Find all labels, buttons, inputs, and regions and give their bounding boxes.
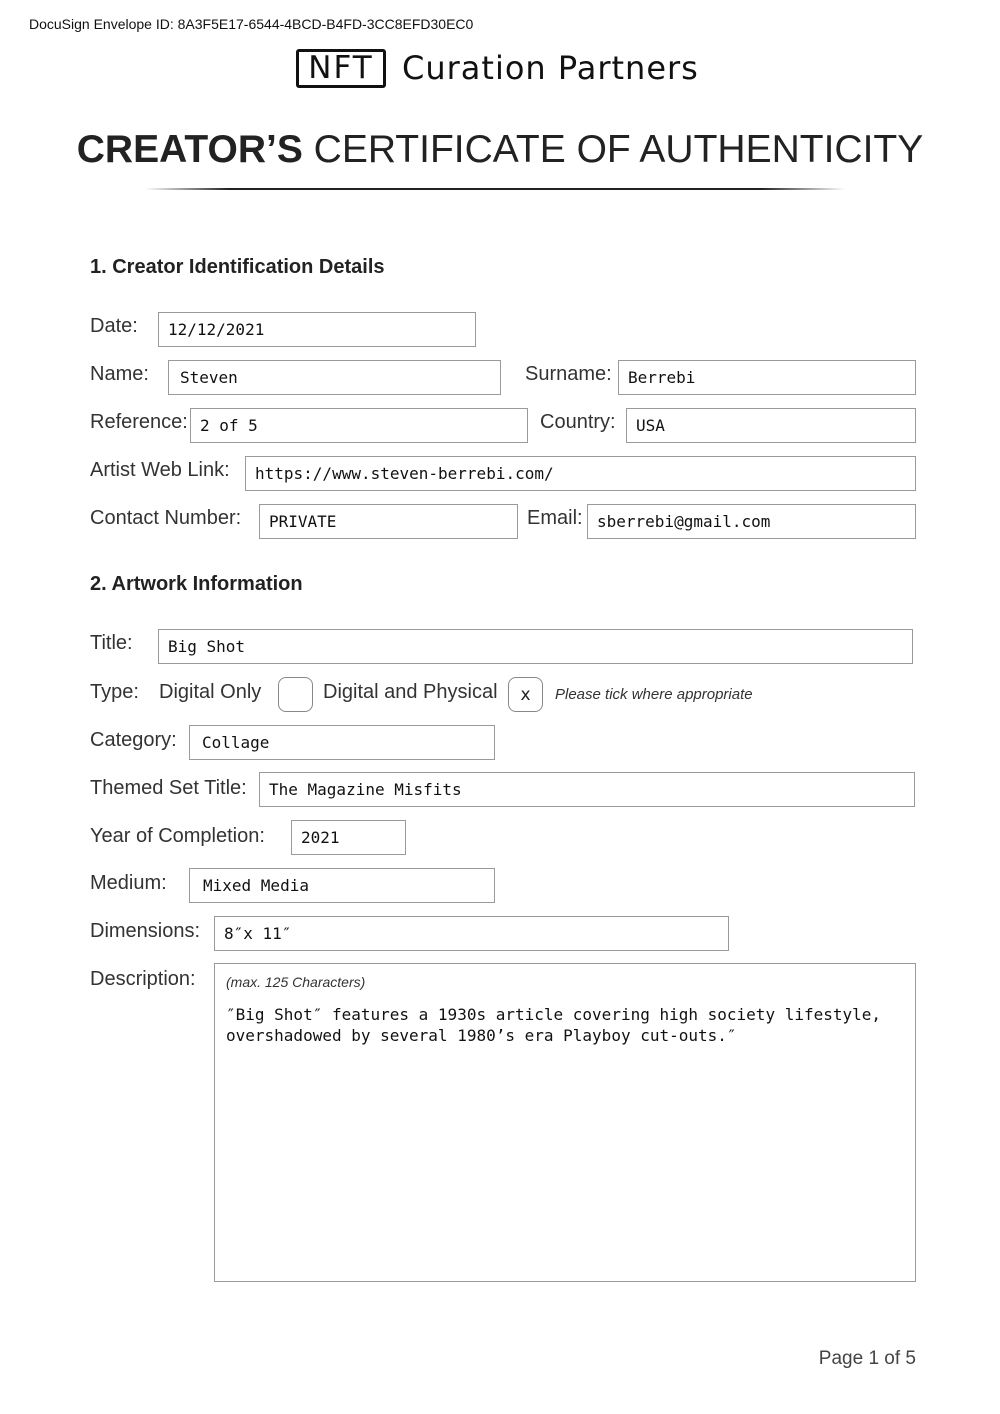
year-label: Year of Completion: [90,825,265,847]
logo [296,47,699,89]
page-title [0,128,1000,172]
email-label: Email: [527,507,583,529]
logo-box: NFT [296,49,386,88]
title-label: Title: [90,632,133,654]
surname-field[interactable]: Berrebi [618,360,916,395]
name-label: Name: [90,363,149,385]
category-label: Category: [90,729,177,751]
reference-label: Reference: [90,411,188,433]
digital-only-checkbox[interactable] [278,677,313,712]
dimensions-label: Dimensions: [90,920,201,942]
themed-set-field[interactable]: The Magazine Misfits [259,772,915,807]
medium-field[interactable]: Mixed Media [189,868,495,903]
dimensions-field[interactable]: 8″x 11″ [214,916,729,951]
title-field[interactable]: Big Shot [158,629,913,664]
type-digital-only-label: Digital Only [159,681,262,703]
email-field[interactable]: sberrebi@gmail.com [587,504,916,539]
weblink-field[interactable]: https://www.steven-berrebi.com/ [245,456,916,491]
type-digital-physical-label: Digital and Physical [323,681,498,703]
type-label: Type: [90,681,139,703]
surname-label: Surname: [525,363,612,385]
date-field[interactable]: 12/12/2021 [158,312,476,347]
description-label: Description: [90,968,196,990]
medium-label: Medium: [90,872,167,894]
weblink-label: Artist Web Link: [90,459,230,481]
description-field[interactable] [214,963,916,1282]
year-field[interactable]: 2021 [291,820,406,855]
themed-set-label: Themed Set Title: [90,777,247,799]
name-field[interactable]: Steven [168,360,501,395]
page-number: Page 1 of 5 [818,1348,916,1369]
type-hint: Please tick where appropriate [555,686,753,703]
logo-text: Curation Partners [402,49,699,87]
section-creator-heading: 1. Creator Identification Details [90,256,385,278]
description-text: ″Big Shot″ features a 1930s article covering high society lifestyle, overshadowed by several 1980’s era Playboy cut-outs.″ [226,1005,882,1045]
title-regular: CERTIFICATE OF AUTHENTICITY [302,128,924,171]
description-hint: (max. 125 Characters) [226,974,366,990]
reference-field[interactable]: 2 of 5 [190,408,528,443]
date-label: Date: [90,315,138,337]
section-artwork-heading: 2. Artwork Information [90,573,303,595]
envelope-id: DocuSign Envelope ID: 8A3F5E17-6544-4BCD-B4FD-3CC8EFD30EC0 [29,16,474,32]
contact-field[interactable]: PRIVATE [259,504,518,539]
country-label: Country: [540,411,616,433]
title-divider [145,188,845,190]
title-bold: CREATOR’S [76,128,303,171]
contact-label: Contact Number: [90,507,242,529]
category-field[interactable]: Collage [189,725,495,760]
country-field[interactable]: USA [626,408,916,443]
digital-physical-checkbox[interactable]: x [508,677,543,712]
